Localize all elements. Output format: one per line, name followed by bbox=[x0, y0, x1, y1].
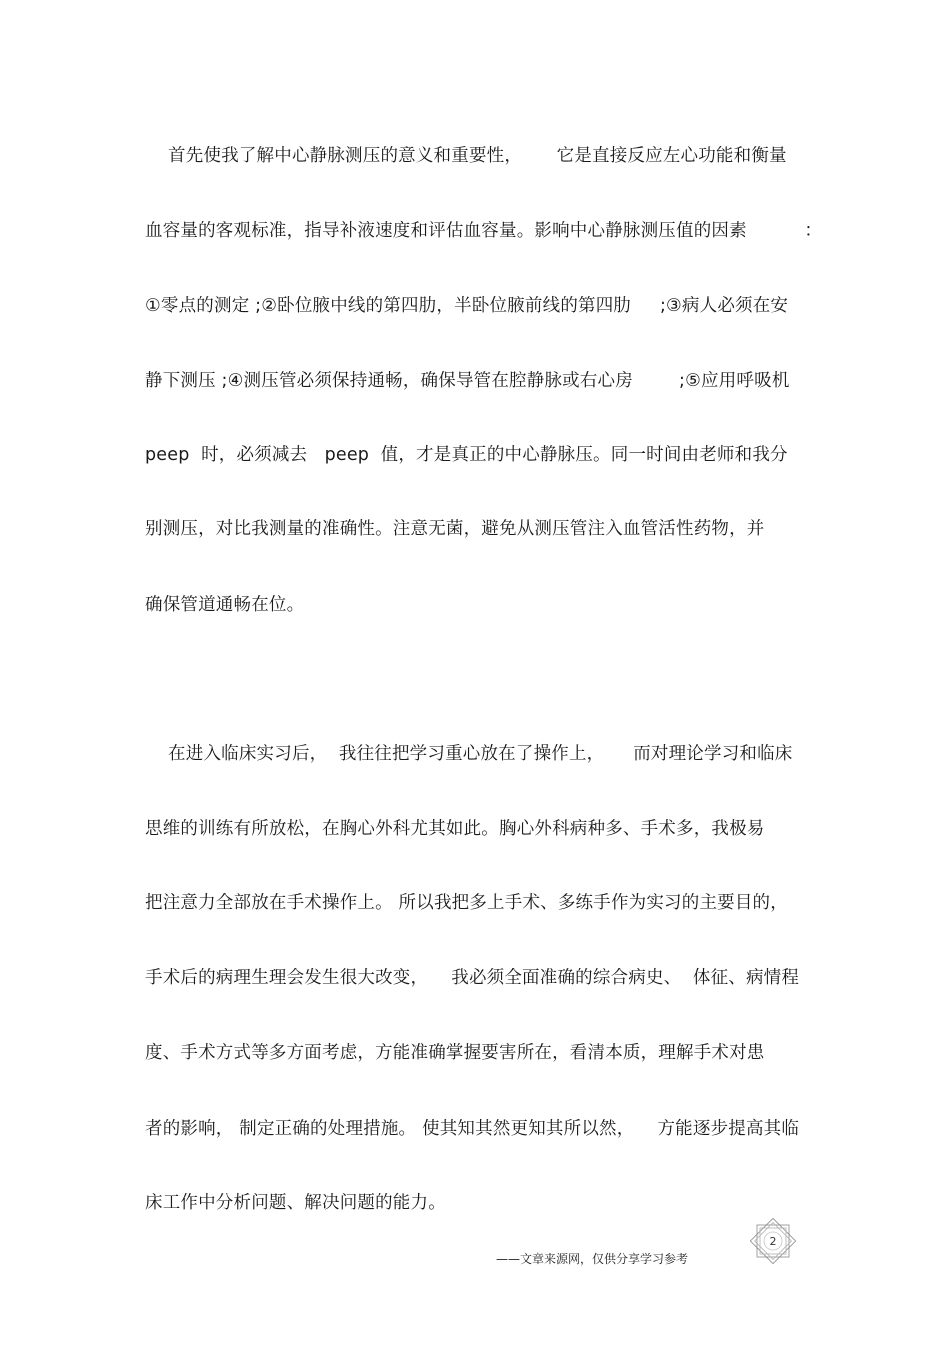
paragraph-line: 度、手术方式等多方面考虑，方能准确掌握要害所在，看清本质，理解手术对患 bbox=[145, 1043, 765, 1063]
paragraph-line: 手术后的病理生理会发生很大改变， 我必须全面准确的综合病史、 体征、病情程 bbox=[145, 968, 800, 988]
paragraph-line: 别测压，对比我测量的准确性。注意无菌，避免从测压管注入血管活性药物，并 bbox=[145, 519, 765, 539]
paragraph-line: 思维的训练有所放松，在胸心外科尤其如此。胸心外科病种多、手术多，我极易 bbox=[145, 819, 765, 839]
paragraph-line: 床工作中分析问题、解决问题的能力。 bbox=[145, 1193, 446, 1213]
paragraph-line: 确保管道通畅在位。 bbox=[145, 595, 305, 615]
paragraph-line: ①零点的测定 ;②卧位腋中线的第四肋，半卧位腋前线的第四肋 ;③病人必须在安 bbox=[145, 296, 789, 316]
paragraph-line: peep 时，必须减去 peep 值，才是真正的中心静脉压。同一时间由老师和我分 bbox=[145, 445, 788, 465]
page-number-badge bbox=[747, 1218, 799, 1264]
paragraph-line: 首先使我了解中心静脉测压的意义和重要性， 它是直接反应左心功能和衡量 bbox=[145, 146, 787, 166]
source-note: ——文章来源网，仅供分享学习参考 bbox=[496, 1252, 689, 1266]
page-number: 2 bbox=[769, 1234, 777, 1248]
paragraph-line: 把注意力全部放在手术操作上。 所以我把多上手术、多练手作为实习的主要目的， bbox=[145, 893, 788, 913]
paragraph-line: 在进入临床实习后， 我往往把学习重心放在了操作上， 而对理论学习和临床 bbox=[145, 744, 793, 764]
paragraph-line: 者的影响， 制定正确的处理措施。 使其知其然更知其所以然， 方能逐步提高其临 bbox=[145, 1119, 800, 1139]
paragraph-line: 静下测压 ;④测压管必须保持通畅，确保导管在腔静脉或右心房 ;⑤应用呼吸机 bbox=[145, 371, 790, 391]
paragraph-line: 血容量的客观标准，指导补液速度和评估血容量。影响中心静脉测压值的因素 ： bbox=[145, 221, 823, 241]
